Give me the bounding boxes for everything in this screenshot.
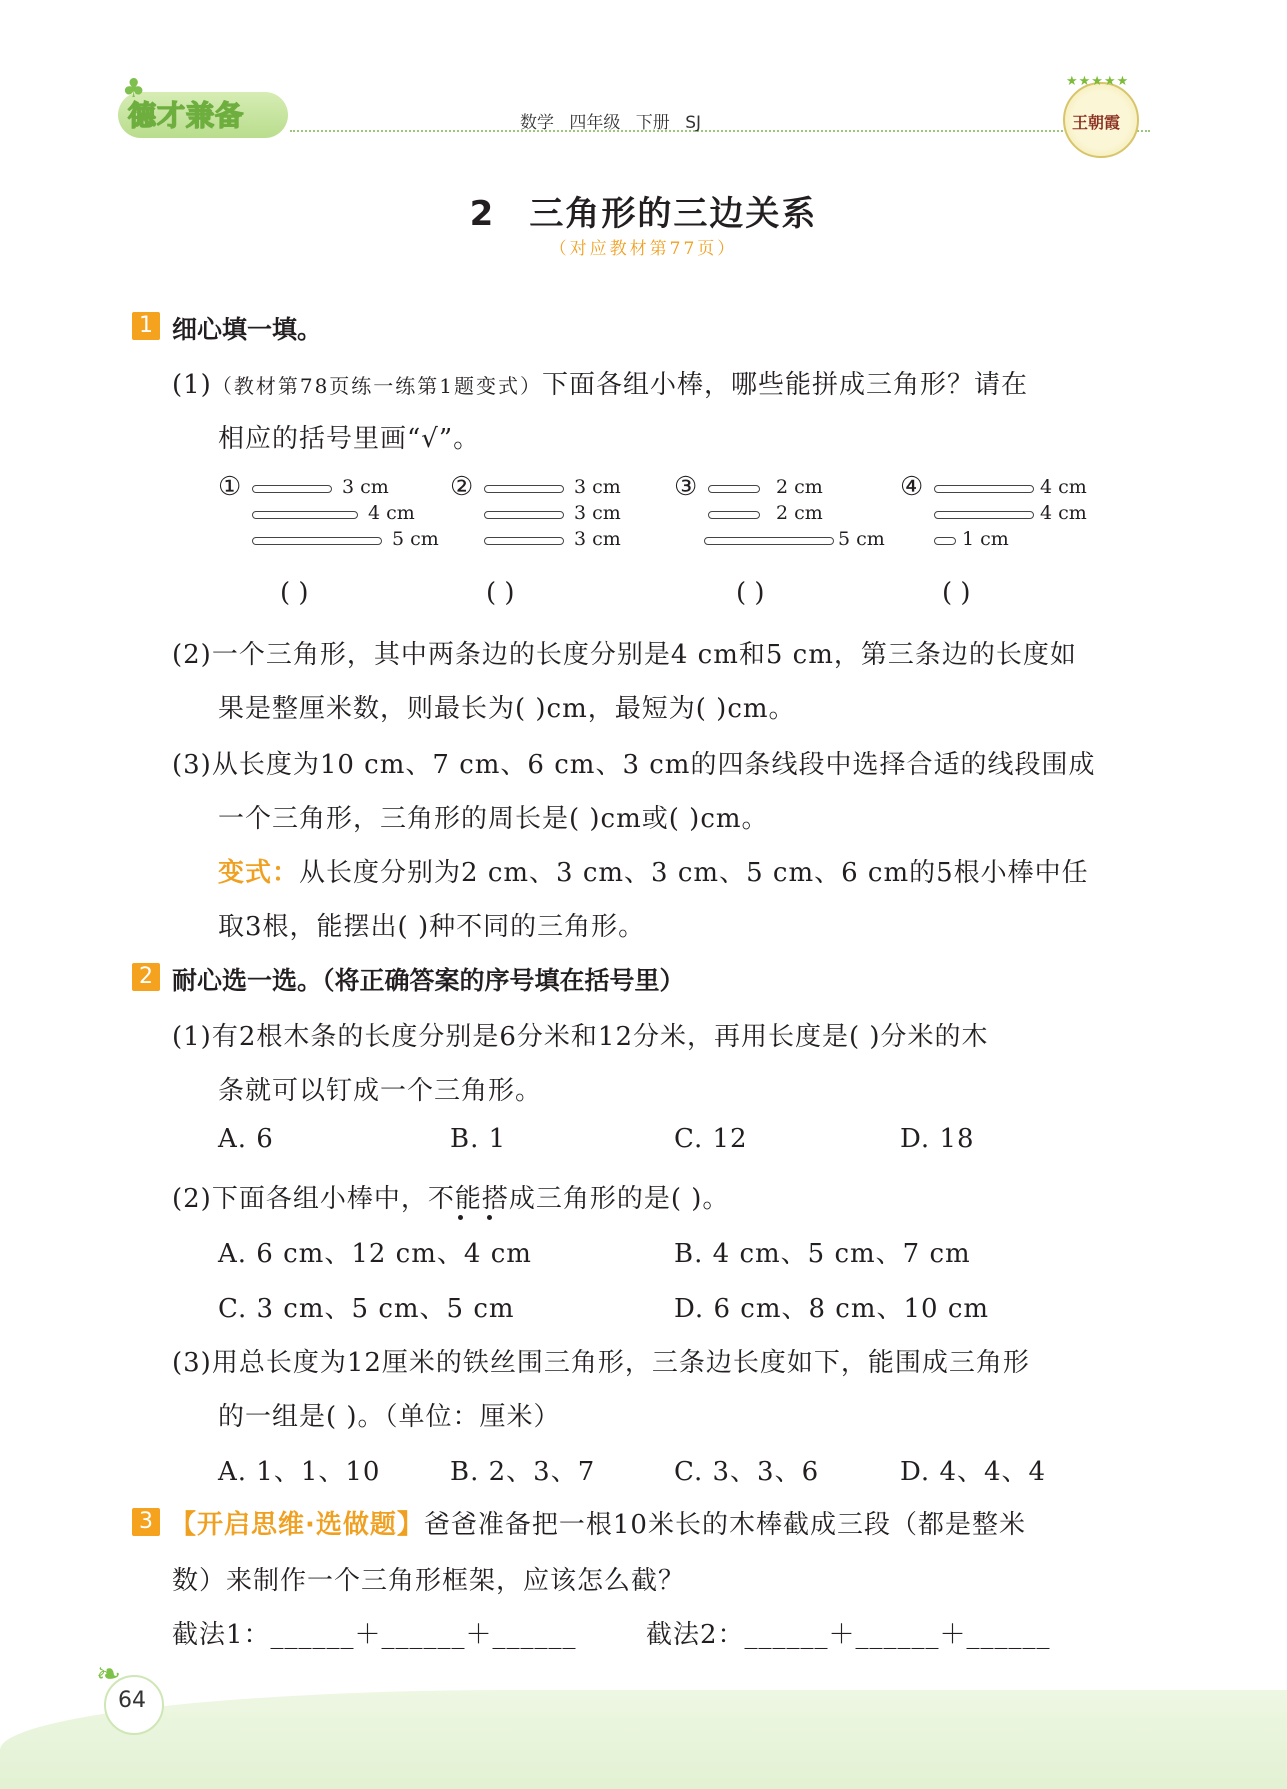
stick-label: 4 cm xyxy=(1040,476,1087,498)
s2-q2-option-b[interactable]: B. 4 cm、5 cm、7 cm xyxy=(674,1239,971,1269)
stick-label: 2 cm xyxy=(776,476,823,498)
s2-q2-option-d[interactable]: D. 6 cm、8 cm、10 cm xyxy=(674,1294,990,1324)
answer-paren-2[interactable]: ( ) xyxy=(486,578,515,608)
s3-method-1[interactable]: 截法1：______＋______＋______ xyxy=(172,1620,577,1650)
s1-q3-line1: (3)从长度为10 cm、7 cm、6 cm、3 cm的四条线段中选择合适的线段围成 xyxy=(172,750,1096,780)
header-subject: 数学 四年级 下册 SJ xyxy=(520,113,702,133)
s2-q2-option-c[interactable]: C. 3 cm、5 cm、5 cm xyxy=(218,1294,515,1324)
s1-variant-line1 xyxy=(218,852,1089,889)
stick-label: 3 cm xyxy=(574,502,621,524)
stick-4cm xyxy=(252,511,358,519)
section-2-badge: 2 xyxy=(132,963,160,991)
stick-group-1 xyxy=(218,472,468,556)
seal-text: 王朝霞 xyxy=(1072,113,1121,132)
s1-q1-text: 下面各组小棒，哪些能拼成三角形？请在 xyxy=(542,370,1029,400)
stick-label: 2 cm xyxy=(776,502,823,524)
stick-label: 3 cm xyxy=(342,476,389,498)
s3-line2: 数）来制作一个三角形框架，应该怎么截？ xyxy=(172,1566,686,1596)
s2-q3-option-a[interactable]: A. 1、1、10 xyxy=(218,1457,381,1487)
s1-variant-line2: 取3根，能摆出( )种不同的三角形。 xyxy=(218,912,646,942)
section-2-title: 耐心选一选。（将正确答案的序号填在括号里） xyxy=(172,966,685,995)
s2-q3-option-c[interactable]: C. 3、3、6 xyxy=(674,1457,820,1487)
stick-2cm xyxy=(708,511,760,519)
s2-q1-option-c[interactable]: C. 12 xyxy=(674,1124,748,1154)
stick-2cm xyxy=(708,485,760,493)
page-number: 64 xyxy=(118,1688,146,1713)
stick-3cm xyxy=(252,485,332,493)
stick-5cm xyxy=(704,537,834,545)
s2-q1-option-a[interactable]: A. 6 xyxy=(218,1124,274,1154)
s2-q1-line1: (1)有2根木条的长度分别是6分米和12分米，再用长度是( )分米的木 xyxy=(172,1022,989,1052)
stick-5cm xyxy=(252,537,382,545)
page-subtitle: （对应教材第77页） xyxy=(549,239,738,259)
palm-tree-icon: ♣ xyxy=(122,74,146,104)
s1-q1-line2: 相应的括号里画“√”。 xyxy=(218,424,481,454)
answer-paren-3[interactable]: ( ) xyxy=(736,578,765,608)
section-3-badge: 3 xyxy=(132,1508,160,1536)
s1-q3-line2: 一个三角形，三角形的周长是( )cm或( )cm。 xyxy=(218,804,769,834)
stick-label: 3 cm xyxy=(574,476,621,498)
stick-label: 4 cm xyxy=(368,502,415,524)
page-title xyxy=(0,186,1287,235)
s3-label: 【开启思维·选做题】 xyxy=(170,1510,424,1540)
emphasis-dot xyxy=(458,1215,463,1220)
header-divider xyxy=(290,130,1150,132)
s2-q1-option-d[interactable]: D. 18 xyxy=(900,1124,975,1154)
variant-text: 从长度分别为2 cm、3 cm、3 cm、5 cm、6 cm的5根小棒中任 xyxy=(299,858,1089,888)
s2-q3-option-b[interactable]: B. 2、3、7 xyxy=(450,1457,596,1487)
stick-label: 5 cm xyxy=(838,528,885,550)
stick-3cm xyxy=(484,537,564,545)
s2-q3-line2: 的一组是( )。（单位：厘米） xyxy=(218,1402,561,1432)
stick-label: 4 cm xyxy=(1040,502,1087,524)
stick-label: 1 cm xyxy=(962,528,1009,550)
s1-q1-prefix: (1) xyxy=(172,370,212,400)
variant-label: 变式： xyxy=(218,858,300,888)
stick-group-3-mark: ③ xyxy=(674,472,698,502)
stick-group-4-mark: ④ xyxy=(900,472,924,502)
footer-band xyxy=(0,1690,1287,1789)
stick-label: 5 cm xyxy=(392,528,439,550)
s2-q2-line: (2)下面各组小棒中，不能搭成三角形的是( )。 xyxy=(172,1184,730,1214)
title-text: 三角形的三边关系 xyxy=(529,194,818,234)
s3-line1 xyxy=(170,1504,1026,1541)
s1-q1-line1 xyxy=(172,364,1028,401)
s2-q3-line1: (3)用总长度为12厘米的铁丝围三角形，三条边长度如下，能围成三角形 xyxy=(172,1348,1030,1378)
answer-paren-1[interactable]: ( ) xyxy=(280,578,309,608)
logo-text: 德才兼备 xyxy=(128,99,245,132)
s3-method-2[interactable]: 截法2：______＋______＋______ xyxy=(646,1620,1051,1650)
stick-group-1-mark: ① xyxy=(218,472,242,502)
emphasis-dot xyxy=(487,1215,492,1220)
stick-group-4 xyxy=(900,472,1150,556)
s1-q2-line1: (2)一个三角形，其中两条边的长度分别是4 cm和5 cm，第三条边的长度如 xyxy=(172,640,1077,670)
stick-group-3 xyxy=(674,472,924,556)
stick-group-2-mark: ② xyxy=(450,472,474,502)
stick-4cm xyxy=(934,511,1034,519)
stick-group-2 xyxy=(450,472,700,556)
title-number: 2 xyxy=(469,194,496,234)
s2-q2-option-a[interactable]: A. 6 cm、12 cm、4 cm xyxy=(218,1239,532,1269)
answer-paren-4[interactable]: ( ) xyxy=(942,578,971,608)
s3-text: 爸爸准备把一根10米长的木棒截成三段（都是整米 xyxy=(423,1510,1026,1540)
stick-3cm xyxy=(484,485,564,493)
stick-4cm xyxy=(934,485,1034,493)
section-1-badge: 1 xyxy=(132,312,160,340)
s2-q1-line2: 条就可以钉成一个三角形。 xyxy=(218,1076,543,1106)
seal-stars: ★★★★★ xyxy=(1066,74,1130,89)
stick-3cm xyxy=(484,511,564,519)
dolphin-icon: ❧ xyxy=(96,1657,122,1692)
stick-1cm xyxy=(934,537,956,545)
s1-q2-line2: 果是整厘米数，则最长为( )cm，最短为( )cm。 xyxy=(218,694,796,724)
brand-logo xyxy=(118,74,298,142)
stick-label: 3 cm xyxy=(574,528,621,550)
s2-q3-option-d[interactable]: D. 4、4、4 xyxy=(900,1457,1047,1487)
section-1-title: 细心填一填。 xyxy=(172,315,323,344)
s1-q1-note: （教材第78页练一练第1题变式） xyxy=(211,374,543,398)
s2-q1-option-b[interactable]: B. 1 xyxy=(450,1124,507,1154)
